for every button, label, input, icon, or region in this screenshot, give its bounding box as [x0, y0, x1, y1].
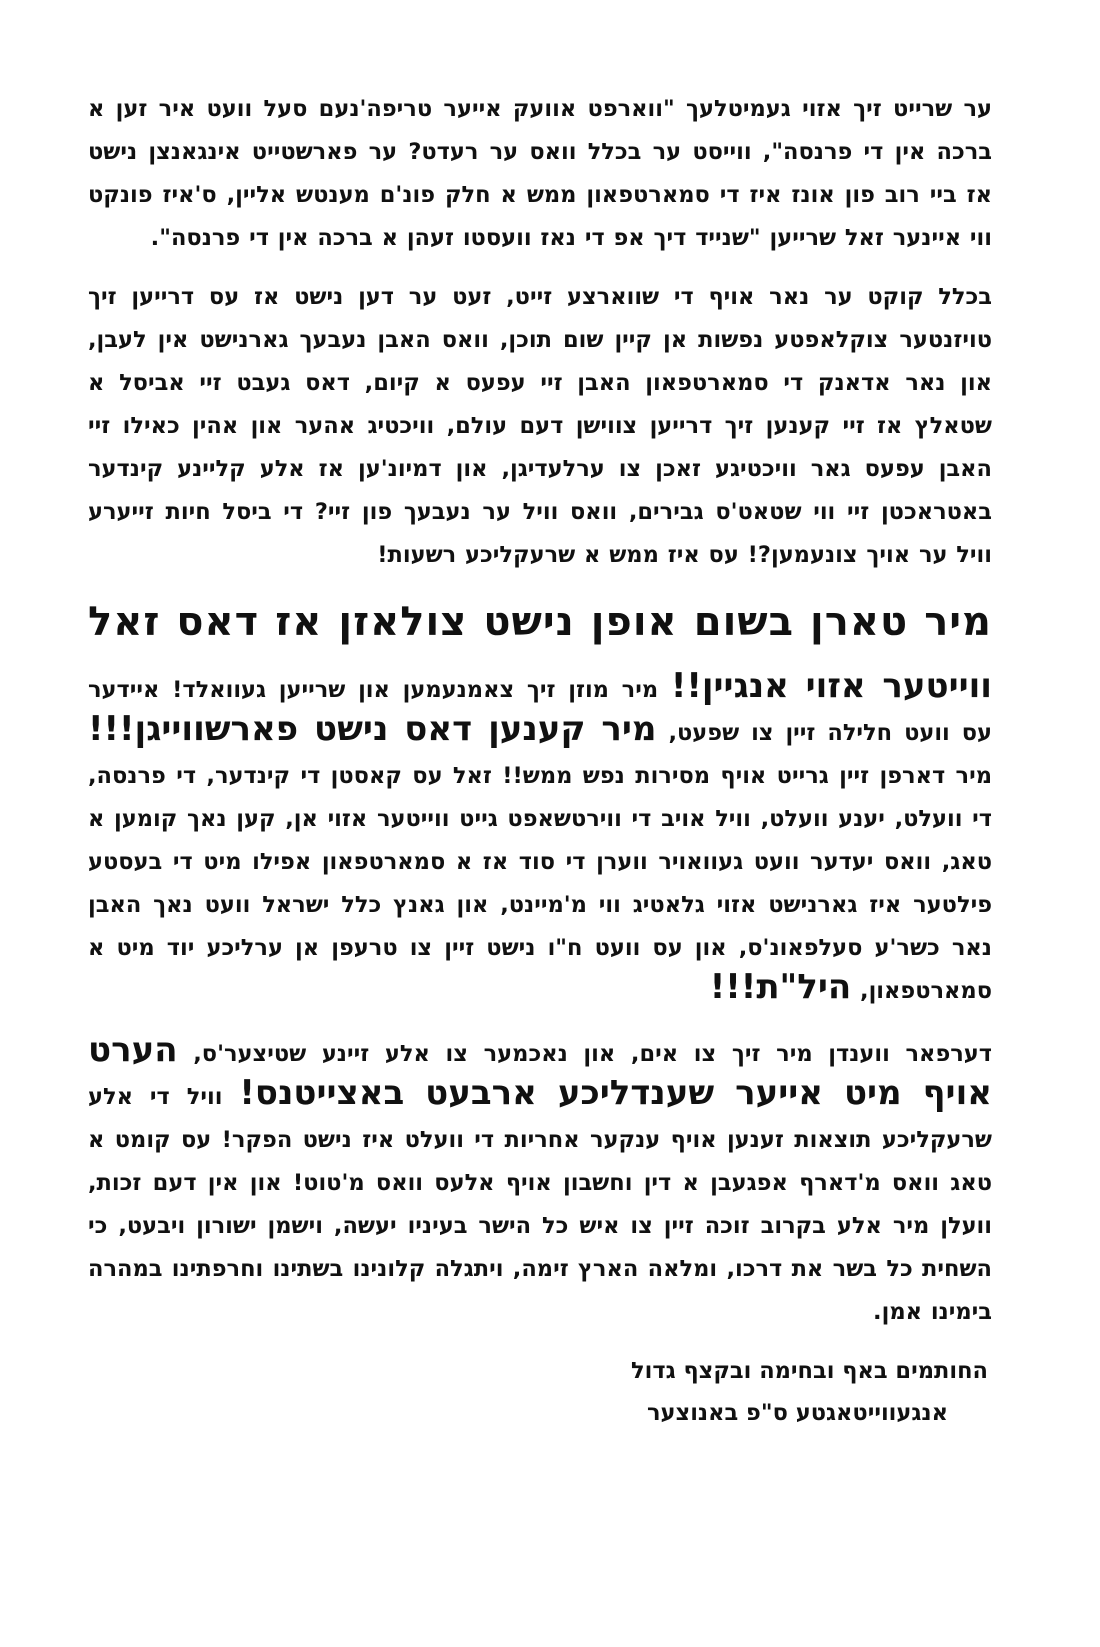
paragraph-3-text-1: מיר מוזן זיך צאמנעמען און שרייען געוואלד! איידער עס וועט חלילה זיין צו שפעט, — [88, 677, 993, 746]
paragraph-4 — [88, 1030, 992, 1334]
paragraph-3-text-2: מיר דארפן זיין גרייט אויף מסירות נפש ממש!! זאל עס קאסטן די קינדער, די פרנסה, די וועלט, יענע וועלט, וויל אויב די ווירטשאפט גייט ווייטער אזוי אן, קען נאך קומען א טאג, וואס יעדער וועט געוואויר ווערן די סוד אז א סמארטפאון אפילו מיט די בעסטע פילטער איז גארנישט אזוי גלאטיג ווי מ'מיינט, און גאנץ כלל ישראל וועט נאך האבן נאר כשר'ע סעלפאונ'ס, און עס וועט ח"ו נישט זיין צו טרעפן אן ערליכע יוד מיט א סמארטפאון, — [88, 763, 992, 1004]
emphasis-1: ווייטער אזוי אנגיין!! — [670, 666, 992, 706]
emphasis-2: מיר קענען דאס נישט פארשווייגן!!! — [88, 709, 657, 749]
signature-line-2: אנגעווייטאגטע ס"פ באנוצער — [646, 1400, 948, 1426]
emphasis-4: הערט אויף מיט אייער שענדליכע ארבעט באצייטנס! — [88, 1030, 992, 1113]
signature — [88, 1350, 992, 1434]
paragraph-3 — [88, 666, 993, 1013]
paragraph-4-text-1: דערפאר ווענדן מיר זיך צו אים, און נאכמער צו אלע זיינע שטיצער'ס, — [177, 1041, 992, 1067]
signature-line-1: החותמים באף ובחימה ובקצף גדול — [631, 1358, 988, 1384]
heading: מיר טארן בשום אופן נישט צולאזן אז דאס זאל — [88, 599, 992, 645]
paragraph-2: בכלל קוקט ער נאר אויף די שווארצע זייט, זעט ער דען נישט אז עס דרייען זיך טויזנטער צוקלאפטע נפשות אן קיין שום תוכן, וואס האבן נעבעך גארנישט אין לעבן, און נאר אדאנק די סמארטפאון האבן זיי עפעס א קיום, דאס געבט זיי אביסל א שטאלץ אז זיי קענען זיך דרייען צווישן דעם עולם, וויכטיג אהער און אהין כאילו זיי האבן עפעס גאר וויכטיגע זאכן צו ערלעדיגן, און דמיונ'ען אז אלע קליינע קינדער באטראכטן זיי ווי שטאט'ס גבירים, וואס וויל ער נעבעך פון זיי? די ביסל חיות זייערע וויל ער אויך צונעמען?! עס איז ממש א שרעקליכע רשעות! — [88, 284, 992, 568]
paragraph-1: ער שרייט זיך אזוי געמיטלעך "ווארפט אוועק אייער טריפה'נעם סעל וועט איר זען א ברכה אין די פרנסה", ווייסט ער בכלל וואס ער רעדט? ער פארשטייט אינגאנצן נישט אז ביי רוב פון אונז איז די סמארטפאון ממש א חלק פונ'ם מענטש אליין, ס'איז פונקט ווי איינער זאל שרייען "שנייד דיך אפ די נאז וועסטו זעהן א ברכה אין די פרנסה". — [88, 96, 992, 251]
emphasis-3: היל"ת!!! — [709, 967, 852, 1007]
paragraph-4-text-2: וויל די אלע שרעקליכע תוצאות זענען אויף ענקער אחריות די וועלט איז נישט הפקר! עס קומט א טאג וואס מ'דארף אפגעבן א דין וחשבון אויף אלעס וואס מ'טוט! און אין דעם זכות, וועלן מיר אלע בקרוב זוכה זיין צו איש כל הישר בעיניו יעשה, וישמן ישורון ויבעט, כי השחית כל בשר את דרכו, ומלאה הארץ זימה, ויתגלה קלונינו בשתינו וחרפתינו במהרה בימינו אמן. — [88, 1084, 992, 1325]
